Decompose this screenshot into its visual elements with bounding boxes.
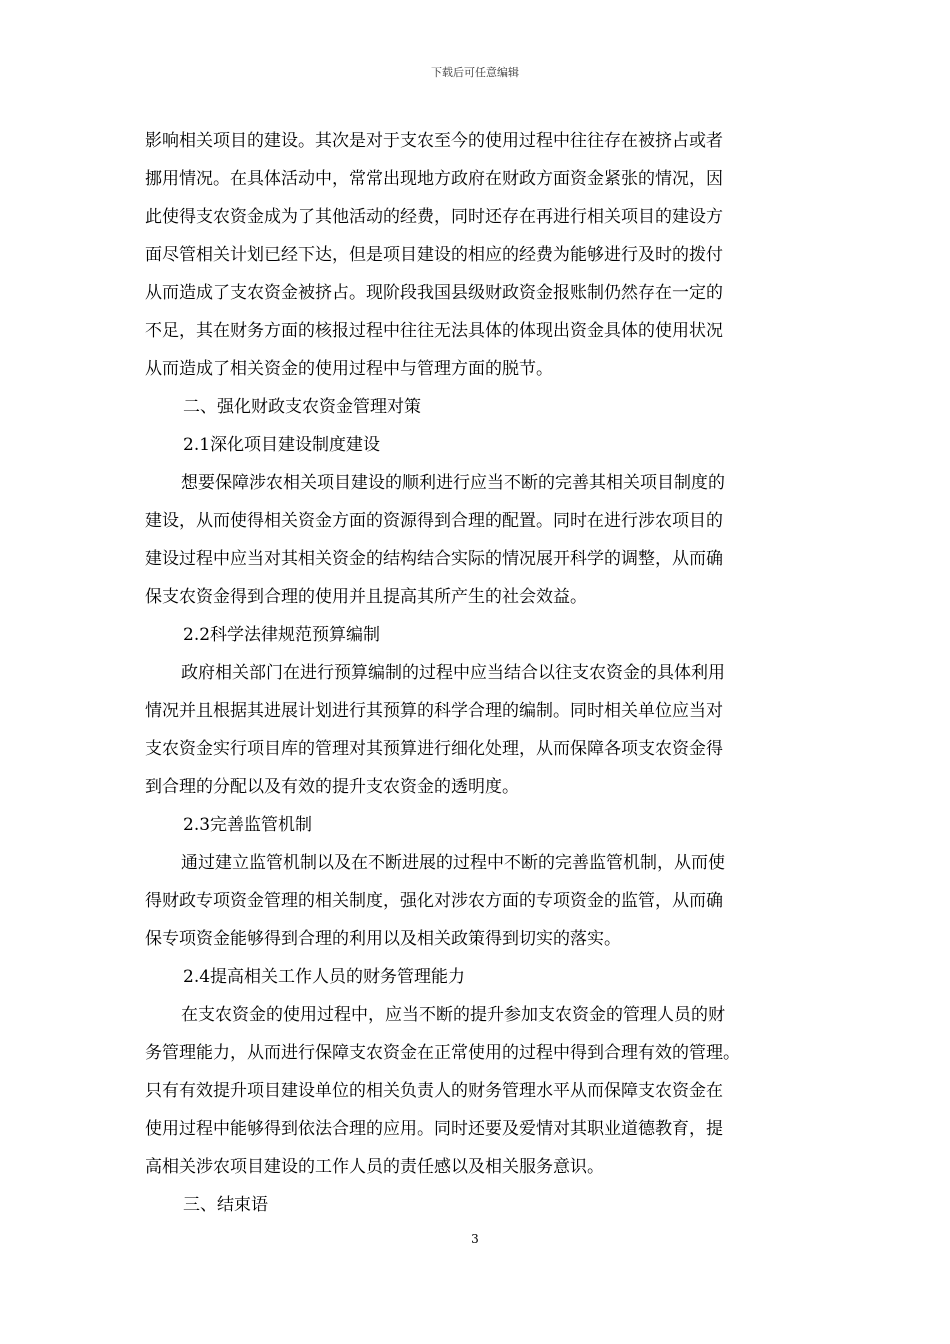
- text-line: 影响相关项目的建设。其次是对于支农至今的使用过程中往往存在被挤占或者: [145, 131, 723, 151]
- page-header: 下载后可任意编辑: [431, 66, 519, 79]
- section-heading: 三、结束语: [183, 1195, 268, 1215]
- text-line: 不足，其在财务方面的核报过程中往往无法具体的体现出资金具体的使用状况: [145, 321, 723, 341]
- paragraph: [145, 996, 809, 1186]
- text-line: 建设过程中应当对其相关资金的结构结合实际的情况展开科学的调整，从而确: [145, 549, 723, 569]
- subsection-heading: 2.4提高相关工作人员的财务管理能力: [183, 967, 466, 987]
- text-line: 高相关涉农项目建设的工作人员的责任感以及相关服务意识。: [145, 1157, 604, 1177]
- subsection-heading: 2.2科学法律规范预算编制: [183, 625, 381, 645]
- text-line: 保支农资金得到合理的使用并且提高其所产生的社会效益。: [145, 587, 587, 607]
- text-line: 情况并且根据其进展计划进行其预算的科学合理的编制。同时相关单位应当对: [145, 701, 723, 721]
- text-line: 保专项资金能够得到合理的利用以及相关政策得到切实的落实。: [145, 929, 621, 949]
- text-line: 挪用情况。在具体活动中，常常出现地方政府在财政方面资金紧张的情况，因: [145, 169, 723, 189]
- document-body: [145, 122, 809, 1224]
- subsection-heading: 2.1深化项目建设制度建设: [183, 435, 381, 455]
- text-line: 使用过程中能够得到依法合理的应用。同时还要及爱情对其职业道德教育，提: [145, 1119, 723, 1139]
- text-line: 到合理的分配以及有效的提升支农资金的透明度。: [145, 777, 519, 797]
- text-line: 想要保障涉农相关项目建设的顺利进行应当不断的完善其相关项目制度的: [181, 473, 725, 493]
- subsection-heading: 2.3完善监管机制: [183, 815, 313, 835]
- text-line: 只有有效提升项目建设单位的相关负责人的财务管理水平从而保障支农资金在: [145, 1081, 723, 1101]
- text-line: 建设，从而使得相关资金方面的资源得到合理的配置。同时在进行涉农项目的: [145, 511, 723, 531]
- text-line: 面尽管相关计划已经下达，但是项目建设的相应的经费为能够进行及时的拨付: [145, 245, 723, 265]
- section-heading: 二、强化财政支农资金管理对策: [183, 397, 421, 417]
- text-line: 从而造成了相关资金的使用过程中与管理方面的脱节。: [145, 359, 553, 379]
- text-line: 得财政专项资金管理的相关制度，强化对涉农方面的专项资金的监管，从而确: [145, 891, 723, 911]
- text-line: 支农资金实行项目库的管理对其预算进行细化处理，从而保障各项支农资金得: [145, 739, 723, 759]
- paragraph: [145, 464, 809, 616]
- page-number: 3: [471, 1232, 479, 1246]
- text-line: 通过建立监管机制以及在不断进展的过程中不断的完善监管机制，从而使: [181, 853, 725, 873]
- text-line: 在支农资金的使用过程中，应当不断的提升参加支农资金的管理人员的财: [181, 1005, 725, 1025]
- text-line: 此使得支农资金成为了其他活动的经费，同时还存在再进行相关项目的建设方: [145, 207, 723, 227]
- paragraph: [145, 654, 809, 806]
- text-line: 政府相关部门在进行预算编制的过程中应当结合以往支农资金的具体利用: [181, 663, 725, 683]
- paragraph: [145, 122, 809, 388]
- text-line: 从而造成了支农资金被挤占。现阶段我国县级财政资金报账制仍然存在一定的: [145, 283, 723, 303]
- paragraph: [145, 844, 809, 958]
- text-line: 务管理能力，从而进行保障支农资金在正常使用的过程中得到合理有效的管理。: [145, 1043, 740, 1063]
